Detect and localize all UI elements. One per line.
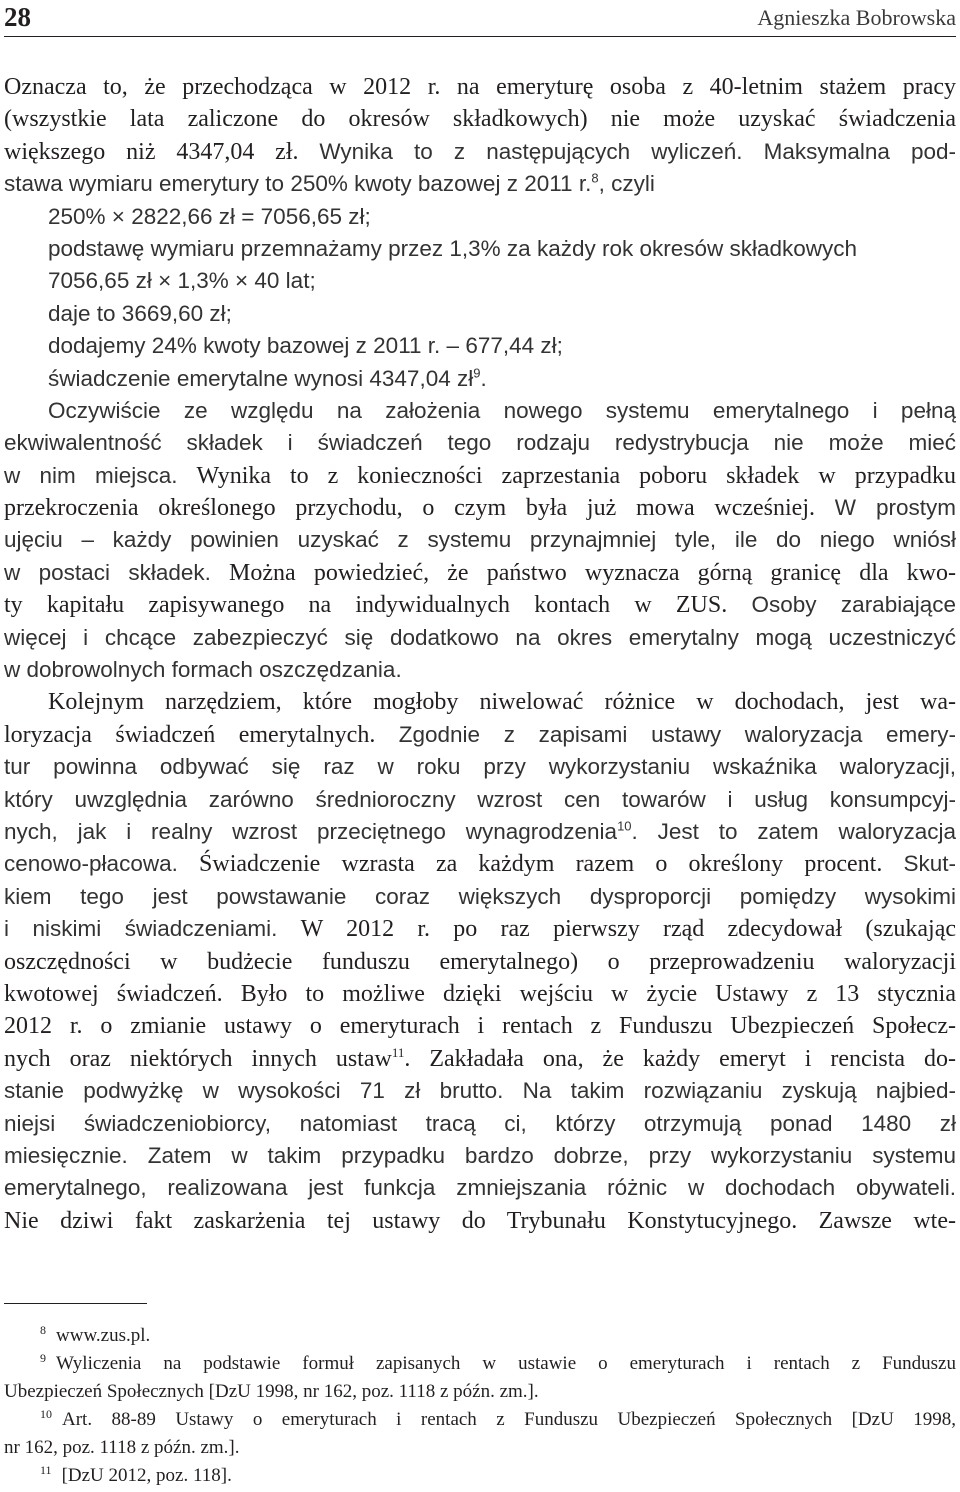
text-line: ekwiwalentność składek i świadczeń tego rodzaju redystrybucja nie może mieć [4, 430, 956, 456]
calc-line: podstawę wymiaru przemnażamy przez 1,3% za każdy rok okresów składkowych [48, 235, 858, 261]
text-line: w postaci składek. Można powiedzieć, że państwo wyznacza górną granicę dla kwo- [4, 559, 956, 586]
footnote-10: $^{10}$ Art. 88-89 Ustawy o emeryturach i rentach z Funduszu Ubezpieczeń Społecznych [DzU 1998, [40, 1406, 956, 1430]
text-line: kwotowej świadczeń. Było to możliwe dzięki wejściu w życie Ustawy z 13 stycznia [4, 980, 956, 1007]
text-line: 2012 r. o zmianie ustawy o emeryturach i rentach z Funduszu Ubezpieczeń Społecz- [4, 1013, 956, 1040]
main-text [4, 71, 956, 1237]
text-line: który uwzględnia zarówno średnioroczny wzrost cen towarów i usług konsumpcyj- [4, 786, 956, 812]
footnote-ref-8: 8 [591, 170, 599, 186]
footnotes [4, 1322, 956, 1490]
calc-line: dodajemy 24% kwoty bazowej z 2011 r. – 677,44 zł; [48, 333, 563, 359]
text-line: stawa wymiaru emerytury to 250% kwoty bazowej z 2011 r.$^8$, czyli [4, 170, 655, 197]
text-line: Kolejnym narzędziem, które mogłoby niwelować różnice w dochodach, jest wa- [48, 689, 956, 716]
text-line: ty kapitału zapisywanego na indywidualnych kontach w ZUS. Osoby zarabiające [4, 592, 956, 619]
text-line: i niskimi świadczeniami. W 2012 r. po raz pierwszy rząd zdecydował (szukając [4, 916, 956, 943]
footnote-separator [4, 1303, 147, 1304]
footnote-8: $^8$ www.zus.pl. [40, 1322, 151, 1346]
footnote-9-cont: Ubezpieczeń Społecznych [DzU 1998, nr 162, poz. 1118 z późn. zm.]. [4, 1381, 539, 1402]
text-line: ujęciu – każdy powinien uzyskać z systemu przynajmniej tyle, ile do niego wniósł [4, 527, 956, 553]
text-line: nych oraz niektórych innych ustaw$^{11}$. Zakładała ona, że każdy emeryt i rencista do- [4, 1044, 956, 1072]
calc-line: daje to 3669,60 zł; [48, 300, 232, 326]
text-line: nych, jak i realny wzrost przeciętnego wynagrodzenia$^{10}$. Jest to zatem waloryzacja [4, 818, 956, 844]
calc-line: 7056,65 zł × 1,3% × 40 lat; [48, 268, 316, 294]
text-line: niejsi świadczeniobiorcy, natomiast tracą ci, którzy otrzymują ponad 1480 zł [4, 1110, 956, 1136]
footnote-ref-10: 10 [617, 818, 632, 834]
text-line: tur powinna odbywać się raz w roku przy wykorzystaniu wskaźnika waloryzacji, [4, 754, 956, 780]
text-line: Nie dziwi fakt zaskarżenia tej ustawy do Trybunału Konstytucyjnego. Zawsze wte- [4, 1207, 956, 1234]
text-line: w nim miejsca. Wynika to z konieczności zaprzestania poboru składek w przypadku [4, 462, 957, 489]
text-line: miesięcznie. Zatem w takim przypadku bardzo dobrze, przy wykorzystaniu systemu [4, 1142, 956, 1168]
text-line: większego niż 4347,04 zł. Wynika to z następujących wyliczeń. Maksymalna pod- [4, 138, 957, 165]
text-line: w dobrowolnych formach oszczędzania. [4, 657, 402, 683]
footnote-ref-11: 11 [391, 1044, 405, 1060]
text-line: cenowo-płacowa. Świadczenie wzrasta za każdym razem o określony procent. Skut- [4, 851, 956, 878]
text-line: kiem tego jest powstawanie coraz większych dysproporcji pomiędzy wysokimi [4, 883, 956, 909]
calc-line: 250% × 2822,66 zł = 7056,65 zł; [48, 203, 371, 229]
footnote-11: $^{11}$ [DzU 2012, poz. 118]. [40, 1462, 232, 1486]
running-head-author: Agnieszka Bobrowska [757, 5, 956, 30]
text-line: stanie podwyżkę w wysokości 71 zł brutto. Na takim rozwiązaniu zyskują najbied- [4, 1078, 956, 1104]
footnote-9: $^9$ Wyliczenia na podstawie formuł zapisanych w ustawie o emeryturach i rentach z Funduszu [40, 1350, 956, 1374]
text-line: Oznacza to, że przechodząca w 2012 r. na emeryturę osoba z 40-letnim stażem pracy [4, 74, 956, 100]
footnote-ref-9: 9 [473, 365, 481, 381]
text-line: loryzacja świadczeń emerytalnych. Zgodnie z zapisami ustawy waloryzacja emery- [4, 721, 957, 748]
text-line: więcej i chcące zabezpieczyć się dodatkowo na okres emerytalny mogą uczestniczyć [4, 624, 956, 650]
text-line: przekroczenia określonego przychodu, o czym była już mowa wcześniej. W prostym [4, 495, 956, 522]
text-line: oszczędności w budżecie funduszu emerytalnego) o przeprowadzeniu waloryzacji [4, 948, 956, 975]
text-line: emerytalnego, realizowana jest funkcja zmniejszania różnic w dochodach obywateli. [4, 1175, 956, 1201]
calc-line: świadczenie emerytalne wynosi 4347,04 $zł^9$. [48, 365, 487, 391]
text-line: (wszystkie lata zaliczone do okresów składkowych) nie może uzyskać świadczenia [4, 106, 956, 133]
page-header [4, 0, 956, 37]
text-line: Oczywiście ze względu na założenia nowego systemu emerytalnego i pełną [48, 397, 956, 423]
page-number: 28 [4, 2, 31, 32]
footnote-10-cont: nr 162, poz. 1118 z późn. zm.]. [4, 1437, 240, 1458]
